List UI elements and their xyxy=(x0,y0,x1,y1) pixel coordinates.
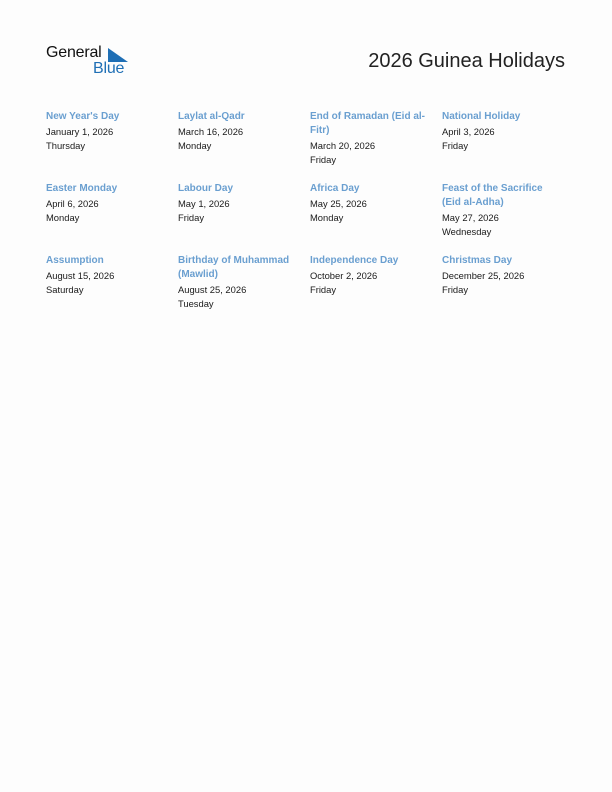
holiday-weekday: Monday xyxy=(310,212,344,223)
logo-general-text: General xyxy=(46,44,102,61)
holiday-item xyxy=(442,182,574,244)
holiday-date: April 6, 2026 xyxy=(46,198,99,209)
holiday-date: April 3, 2026 xyxy=(442,126,495,137)
holiday-date: May 1, 2026 xyxy=(178,198,230,209)
holiday-weekday: Friday xyxy=(178,212,205,223)
holiday-name: Africa Day xyxy=(310,183,360,194)
holiday-date: March 16, 2026 xyxy=(178,126,244,137)
holiday-item xyxy=(46,254,178,316)
holiday-weekday: Monday xyxy=(178,140,212,151)
holiday-grid xyxy=(46,110,576,316)
holiday-name: National Holiday xyxy=(442,111,521,122)
holiday-item xyxy=(46,182,178,244)
holiday-date: March 20, 2026 xyxy=(310,140,376,151)
holiday-name: Easter Monday xyxy=(46,183,118,194)
holiday-item xyxy=(310,182,442,244)
holiday-item xyxy=(310,254,442,316)
holiday-name: Laylat al-Qadr xyxy=(178,111,245,122)
holiday-name: Feast of the Sacrifice (Eid al-Adha) xyxy=(442,183,543,208)
holiday-item xyxy=(310,110,442,172)
logo xyxy=(46,44,136,80)
holiday-name: Independence Day xyxy=(310,255,399,266)
holiday-name: Christmas Day xyxy=(442,255,513,266)
holiday-item xyxy=(178,182,310,244)
holiday-weekday: Friday xyxy=(442,284,469,295)
page-title: 2026 Guinea Holidays xyxy=(368,50,565,72)
holiday-date: October 2, 2026 xyxy=(310,270,378,281)
holiday-name: Labour Day xyxy=(178,183,234,194)
holiday-weekday: Tuesday xyxy=(178,298,214,309)
holiday-date: August 25, 2026 xyxy=(178,284,247,295)
holiday-date: December 25, 2026 xyxy=(442,270,525,281)
holiday-weekday: Saturday xyxy=(46,284,84,295)
holiday-name: New Year's Day xyxy=(46,111,120,122)
holiday-weekday: Monday xyxy=(46,212,80,223)
holiday-item xyxy=(442,254,574,316)
holiday-item xyxy=(178,254,310,316)
holiday-name: Birthday of Muhammad (Mawlid) xyxy=(178,255,290,280)
holiday-date: May 25, 2026 xyxy=(310,198,367,209)
holiday-weekday: Wednesday xyxy=(442,226,492,237)
holiday-weekday: Friday xyxy=(310,154,337,165)
holiday-weekday: Thursday xyxy=(46,140,86,151)
holiday-item xyxy=(442,110,574,172)
holiday-name: Assumption xyxy=(46,255,104,266)
logo-blue-text: Blue xyxy=(93,60,125,77)
holiday-date: January 1, 2026 xyxy=(46,126,114,137)
holiday-name: End of Ramadan (Eid al-Fitr) xyxy=(310,111,426,136)
holiday-weekday: Friday xyxy=(442,140,469,151)
holiday-date: August 15, 2026 xyxy=(46,270,115,281)
holiday-item xyxy=(178,110,310,172)
holiday-date: May 27, 2026 xyxy=(442,212,499,223)
holiday-weekday: Friday xyxy=(310,284,337,295)
holiday-item xyxy=(46,110,178,172)
